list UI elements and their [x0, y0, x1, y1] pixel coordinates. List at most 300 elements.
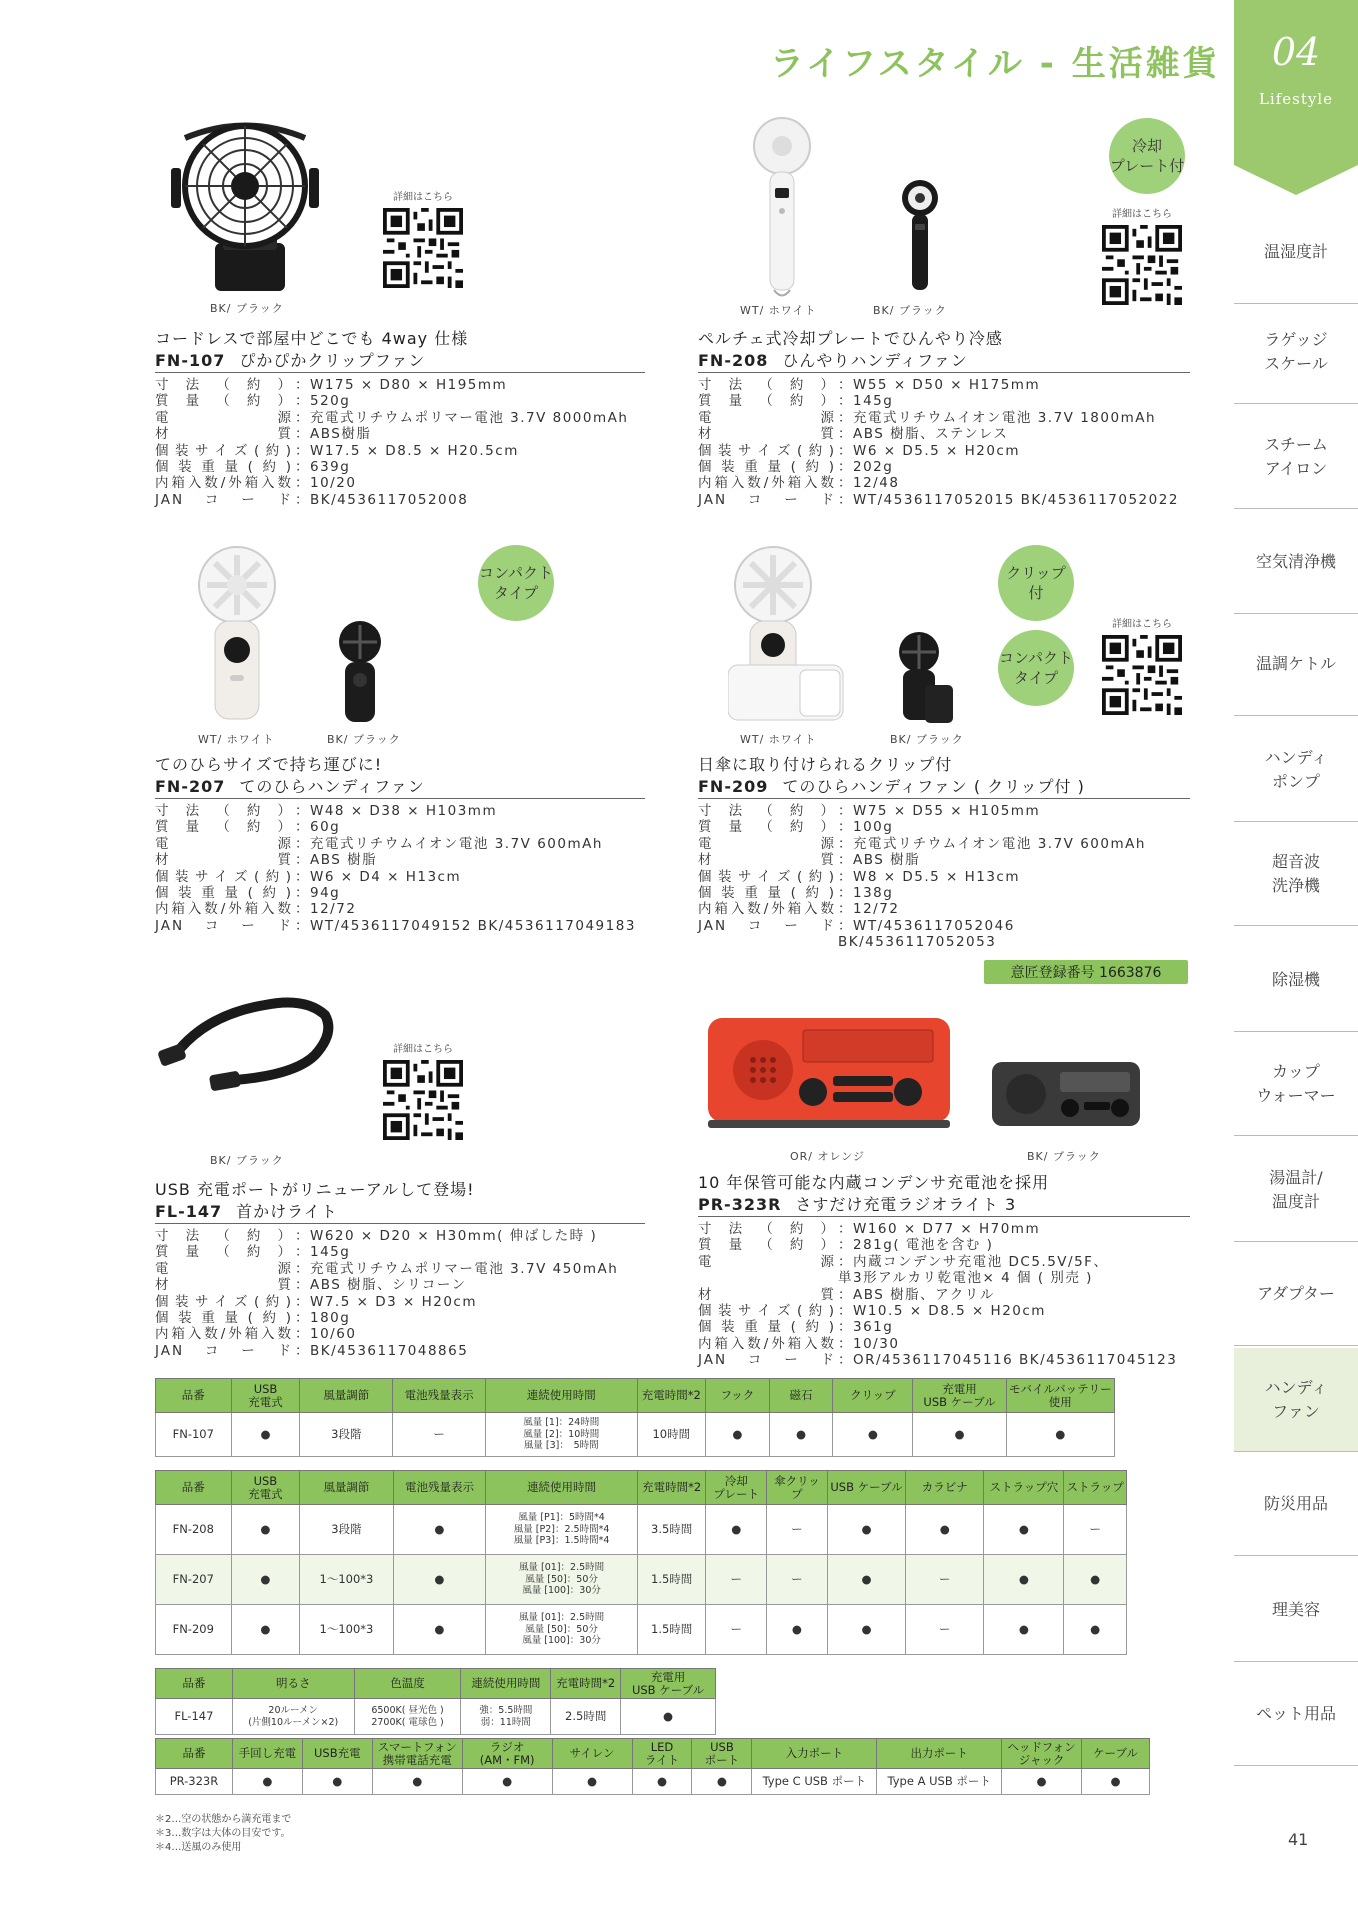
spec-row — [155, 393, 628, 409]
spec-row — [155, 443, 628, 459]
pr323r-black-caption: BK/ ブラック — [1027, 1150, 1101, 1163]
fn107-color-caption: BK/ ブラック — [210, 302, 284, 315]
table-cell: 3.5時間 — [637, 1505, 706, 1555]
table-cell: ● — [913, 1413, 1006, 1457]
fl147-specs — [155, 1228, 618, 1359]
table-cell: ● — [393, 1555, 486, 1605]
spec-key: JANコード — [698, 917, 836, 934]
spec-key: 質量（約） — [155, 1244, 293, 1261]
spec-value: ：12/48 — [838, 475, 900, 492]
table-header: フック — [706, 1379, 770, 1413]
fl147-model-name: FL-147 首かけライト — [155, 1202, 338, 1221]
fn208-model-name: FN-208 ひんやりハンディファン — [698, 351, 968, 370]
spec-value: ：W48 × D38 × H103mm — [295, 803, 498, 819]
spec-key — [698, 1270, 836, 1286]
table-header: 充電時間*2 — [551, 1669, 621, 1699]
spec-value: ：内蔵コンデンサ充電池 DC5.5V/5F、 — [838, 1253, 1109, 1270]
table-cell: FN-107 — [156, 1413, 232, 1457]
fl147-divider — [155, 1223, 645, 1224]
spec-key: 電源 — [698, 409, 836, 426]
spec-value: ：BK/4536117052008 — [295, 491, 469, 508]
spec-row — [698, 426, 1179, 442]
spec-key: 個装重量(約) — [155, 885, 293, 902]
spec-value: 単3形アルカリ乾電池× 4 個 ( 別売 ) — [838, 1270, 1093, 1287]
spec-key: 材質 — [155, 426, 293, 443]
fn207-compact-badge: コンパクト タイプ — [478, 545, 554, 621]
table-cell: ー — [906, 1555, 984, 1605]
table-cell: ー — [767, 1505, 828, 1555]
sidebar-item-0[interactable]: 温湿度計 — [1234, 200, 1358, 304]
spec-value: ：充電式リチウムイオン電池 3.7V 600mAh — [295, 835, 603, 852]
sidebar-item-14[interactable]: ペット用品 — [1234, 1662, 1358, 1766]
spec-key: 個装サイズ(約) — [155, 1293, 293, 1310]
spec-value: ：ABS 樹脂、ステンレス — [838, 426, 1009, 443]
spec-value: ：W55 × D50 × H175mm — [838, 377, 1041, 393]
fn107-model-name: FN-107 ぴかぴかクリップファン — [155, 351, 426, 370]
spec-key: 電源 — [698, 1253, 836, 1270]
section-word: Lifestyle — [1258, 90, 1334, 108]
spec-key: 電源 — [698, 835, 836, 852]
table-header: 傘クリップ — [767, 1471, 828, 1505]
spec-row — [155, 918, 636, 934]
table-cell: ● — [1082, 1769, 1150, 1795]
spec-row — [155, 1326, 618, 1342]
spec-row — [698, 1287, 1177, 1303]
table-header: 出力ポート — [877, 1739, 1002, 1769]
spec-row — [698, 393, 1179, 409]
spec-value: ：充電式リチウムイオン電池 3.7V 600mAh — [838, 835, 1146, 852]
fn207-white-fan-image — [195, 545, 280, 725]
spec-row — [698, 1319, 1177, 1335]
spec-value: ：ABS 樹脂、シリコーン — [295, 1277, 467, 1294]
spec-value: ：W6 × D4 × H13cm — [295, 868, 462, 885]
fn207-white-caption: WT/ ホワイト — [198, 733, 275, 746]
spec-key: 個装重量(約) — [155, 1310, 293, 1327]
table-header: 品番 — [156, 1739, 233, 1769]
fn209-divider — [698, 798, 1190, 799]
fn208-qr-label: 詳細はこちら — [1112, 209, 1172, 220]
table-cell: ● — [302, 1769, 372, 1795]
spec-row — [155, 1277, 618, 1293]
spec-row — [155, 1228, 618, 1244]
fl147-spec-table — [155, 1668, 716, 1735]
spec-row — [155, 1244, 618, 1260]
spec-row — [155, 803, 636, 819]
spec-key: 電源 — [155, 835, 293, 852]
table-row — [156, 1413, 1115, 1457]
spec-value: ：充電式リチウムポリマー電池 3.7V 450mAh — [295, 1260, 619, 1277]
fn207-divider — [155, 798, 645, 799]
spec-key: 材質 — [698, 1286, 836, 1303]
table-cell: ● — [231, 1605, 300, 1655]
fl147-qr-code[interactable] — [383, 1060, 463, 1140]
spec-row — [155, 885, 636, 901]
spec-value: ：BK/4536117048865 — [295, 1342, 469, 1359]
spec-row — [698, 1352, 1177, 1368]
spec-value: ：ABS樹脂 — [295, 426, 372, 443]
table-header: 磁石 — [769, 1379, 833, 1413]
spec-row — [698, 459, 1179, 475]
table-cell: 3段階 — [300, 1413, 393, 1457]
table-header: ストラップ — [1064, 1471, 1127, 1505]
fn208-black-fan-image — [900, 178, 940, 298]
table-header: ラジオ (AM・FM) — [462, 1739, 552, 1769]
spec-row — [698, 1336, 1177, 1352]
spec-key: 材質 — [155, 852, 293, 869]
table-cell: ● — [231, 1555, 300, 1605]
sidebar-item-7[interactable]: 除湿機 — [1234, 928, 1358, 1032]
fn208-white-caption: WT/ ホワイト — [740, 304, 817, 317]
table-header: サイレン — [552, 1739, 632, 1769]
spec-row — [698, 901, 1146, 917]
table-cell: ● — [767, 1605, 828, 1655]
table-header: 連続使用時間 — [461, 1669, 551, 1699]
fn209-black-caption: BK/ ブラック — [890, 733, 964, 746]
table-cell: 3段階 — [300, 1505, 393, 1555]
spec-value: ：ABS 樹脂 — [295, 852, 378, 869]
spec-value: ：WT/4536117052015 BK/4536117052022 — [838, 491, 1179, 508]
spec-value: ：145g — [838, 393, 894, 410]
fn209-qr-code[interactable] — [1102, 635, 1182, 715]
spec-key: 個装重量(約) — [698, 885, 836, 902]
table-header: 電池残量表示 — [393, 1471, 486, 1505]
table-cell: ● — [231, 1413, 300, 1457]
fn107-specs — [155, 377, 628, 508]
spec-key: 電源 — [155, 1260, 293, 1277]
spec-value: ：10/60 — [295, 1326, 357, 1343]
spec-key: 質量（約） — [698, 819, 836, 836]
table-cell: 風量 [P1]：5時間*4 風量 [P2]：2.5時間*4 風量 [P3]：1.5時間*4 — [486, 1505, 638, 1555]
spec-row — [155, 475, 628, 491]
table-cell: Type C USB ポート — [752, 1769, 877, 1795]
table-cell: 1～100*3 — [300, 1605, 393, 1655]
fn209-compact-badge: コンパクト タイプ — [998, 630, 1074, 706]
handy-fan-spec-table — [155, 1470, 1127, 1655]
fn208-qr-code[interactable] — [1102, 225, 1182, 305]
sidebar-item-3[interactable]: 空気清浄機 — [1234, 510, 1358, 614]
spec-row — [155, 426, 628, 442]
spec-key: JANコード — [155, 917, 293, 934]
table-header: カラビナ — [906, 1471, 984, 1505]
spec-row — [155, 836, 636, 852]
sidebar-item-12[interactable]: 防災用品 — [1234, 1452, 1358, 1556]
fn107-qr-code[interactable] — [383, 208, 463, 288]
table-header: モバイルバッテリー 使用 — [1006, 1379, 1114, 1413]
spec-value: ：WT/4536117049152 BK/4536117049183 — [295, 917, 636, 934]
fn208-tagline: ペルチェ式冷却プレートでひんやり冷感 — [698, 329, 1003, 348]
spec-row — [155, 1261, 618, 1277]
spec-key: JANコード — [698, 1352, 836, 1369]
table-row — [156, 1605, 1127, 1655]
table-header: 連続使用時間 — [486, 1471, 638, 1505]
sidebar-item-4[interactable]: 温調ケトル — [1234, 612, 1358, 716]
fn208-specs — [698, 377, 1179, 508]
table-cell: ● — [1002, 1769, 1082, 1795]
table-header: ケーブル — [1082, 1739, 1150, 1769]
sidebar-item-2[interactable]: スチーム アイロン — [1234, 405, 1358, 509]
table-cell: ー — [1064, 1505, 1127, 1555]
page-title: ライフスタイル - 生活雑貨 — [770, 44, 1220, 84]
table-header: 品番 — [156, 1379, 232, 1413]
fn107-divider — [155, 372, 645, 373]
table-cell: ● — [232, 1769, 302, 1795]
spec-value: ：WT/4536117052046 — [838, 917, 1015, 934]
spec-key: 寸法（約） — [155, 803, 293, 819]
spec-key: 個装サイズ(約) — [698, 442, 836, 459]
table-header: 明るさ — [232, 1669, 354, 1699]
fn208-cooling-plate-badge: 冷却 プレート付 — [1109, 118, 1185, 194]
spec-value: ：OR/4536117045116 BK/4536117045123 — [838, 1352, 1178, 1369]
spec-value: ：W7.5 × D3 × H20cm — [295, 1293, 477, 1310]
design-registration-badge: 意匠登録番号 1663876 — [984, 960, 1188, 984]
spec-value: ：W160 × D77 × H70mm — [838, 1221, 1041, 1237]
spec-value: ：W17.5 × D8.5 × H20.5cm — [295, 442, 519, 459]
fn209-clip-badge: クリップ 付 — [998, 545, 1074, 621]
spec-row — [155, 1294, 618, 1310]
spec-row — [155, 492, 628, 508]
fn209-white-caption: WT/ ホワイト — [740, 733, 817, 746]
table-cell: ー — [906, 1605, 984, 1655]
table-header: 風量調節 — [300, 1471, 393, 1505]
table-cell: 風量 [01]：2.5時間 風量 [50]：50分 風量 [100]：30分 — [486, 1555, 638, 1605]
table-cell: ● — [692, 1769, 752, 1795]
table-header: クリップ — [833, 1379, 913, 1413]
table-cell: 6500K( 昼光色 ) 2700K( 電球色 ) — [354, 1699, 461, 1735]
table-header: LED ライト — [632, 1739, 692, 1769]
spec-key: JANコード — [155, 1342, 293, 1359]
spec-value: ：94g — [295, 885, 341, 902]
spec-value: ：ABS 樹脂、アクリル — [838, 1286, 995, 1303]
table-header: 充電時間*2 — [637, 1379, 706, 1413]
table-header: 充電用 USB ケーブル — [913, 1379, 1006, 1413]
fn207-model-name: FN-207 てのひらハンディファン — [155, 777, 425, 796]
spec-key: 個装サイズ(約) — [155, 868, 293, 885]
spec-row — [698, 869, 1146, 885]
table-cell: ● — [621, 1699, 716, 1735]
table-cell: FL-147 — [156, 1699, 233, 1735]
table-cell: 風量 [1]：24時間 風量 [2]：10時間 風量 [3]： 5時間 — [485, 1413, 637, 1457]
table-header: 色温度 — [354, 1669, 461, 1699]
table-cell: 2.5時間 — [551, 1699, 621, 1735]
fn107-tagline: コードレスで部屋中どこでも 4way 仕様 — [155, 329, 469, 348]
sidebar-item-8[interactable]: カップ ウォーマー — [1234, 1032, 1358, 1136]
table-cell: 20ルーメン (片側10ルーメン×2) — [232, 1699, 354, 1735]
fn107-qr-label: 詳細はこちら — [393, 192, 453, 203]
fn209-white-fan-image — [728, 545, 848, 725]
fn207-specs — [155, 803, 636, 934]
spec-row — [155, 377, 628, 393]
table-cell: ● — [984, 1505, 1064, 1555]
spec-row — [155, 410, 628, 426]
spec-row — [155, 869, 636, 885]
table-cell: ● — [231, 1505, 300, 1555]
table-header: USB ケーブル — [827, 1471, 905, 1505]
fn107-spec-table — [155, 1378, 1115, 1457]
spec-value: ：10/30 — [838, 1335, 900, 1352]
spec-value: ：W620 × D20 × H30mm( 伸ばした時 ) — [295, 1228, 598, 1244]
pr323r-spec-table — [155, 1738, 1150, 1795]
table-cell: 10時間 — [637, 1413, 706, 1457]
fn207-tagline: てのひらサイズで持ち運びに! — [155, 755, 383, 774]
fn207-black-fan-image — [335, 620, 385, 725]
spec-key: 内箱入数/外箱入数 — [698, 1335, 836, 1352]
fn209-specs — [698, 803, 1146, 951]
table-cell: ● — [827, 1555, 905, 1605]
spec-value: ：充電式リチウムイオン電池 3.7V 1800mAh — [838, 409, 1157, 426]
spec-key: JANコード — [155, 491, 293, 508]
table-cell: FN-208 — [156, 1505, 232, 1555]
pr323r-divider — [698, 1216, 1190, 1217]
table-header: 冷却 プレート — [706, 1471, 767, 1505]
pr323r-black-radio-image — [990, 1058, 1142, 1130]
pr323r-orange-caption: OR/ オレンジ — [790, 1150, 865, 1163]
pr323r-orange-radio-image — [703, 1010, 955, 1130]
fn209-model-name: FN-209 てのひらハンディファン ( クリップ付 ) — [698, 777, 1085, 796]
table-cell: ● — [827, 1505, 905, 1555]
table-cell: ● — [372, 1769, 462, 1795]
table-cell: 強：5.5時間 弱：11時間 — [461, 1699, 551, 1735]
spec-value: ：138g — [838, 885, 894, 902]
spec-value: ：100g — [838, 819, 894, 836]
table-cell: FN-209 — [156, 1605, 232, 1655]
spec-row — [698, 377, 1179, 393]
fn208-black-caption: BK/ ブラック — [873, 304, 947, 317]
table-cell: ● — [769, 1413, 833, 1457]
fn209-black-fan-image — [895, 630, 955, 725]
spec-row — [155, 459, 628, 475]
fn207-black-caption: BK/ ブラック — [327, 733, 401, 746]
table-cell: PR-323R — [156, 1769, 233, 1795]
spec-row — [698, 836, 1146, 852]
section-number: 04 — [1271, 30, 1321, 74]
table-header: 充電時間*2 — [637, 1471, 706, 1505]
spec-value: ：W10.5 × D8.5 × H20cm — [838, 1303, 1046, 1320]
spec-row — [698, 819, 1146, 835]
sidebar-item-9[interactable]: 湯温計/ 温度計 — [1234, 1138, 1358, 1242]
spec-key: 材質 — [698, 852, 836, 869]
spec-key: 質量（約） — [698, 393, 836, 410]
spec-key: 内箱入数/外箱入数 — [155, 1326, 293, 1343]
spec-key: 内箱入数/外箱入数 — [155, 901, 293, 918]
table-cell: ● — [393, 1505, 486, 1555]
table-header: 品番 — [156, 1471, 232, 1505]
spec-key: 寸法（約） — [155, 377, 293, 393]
table-cell: ● — [552, 1769, 632, 1795]
spec-key: JANコード — [698, 491, 836, 508]
sidebar-item-11[interactable]: ハンディ ファン — [1234, 1348, 1358, 1452]
table-cell: ● — [833, 1413, 913, 1457]
fl147-qr-label: 詳細はこちら — [393, 1044, 453, 1055]
sidebar-item-1[interactable]: ラゲッジ スケール — [1234, 300, 1358, 404]
footnote-3: ＊3…数字は大体の目安です。 — [155, 1828, 291, 1839]
spec-key: 寸法（約） — [698, 803, 836, 819]
table-cell: ● — [906, 1505, 984, 1555]
table-row — [156, 1555, 1127, 1605]
spec-row — [698, 1221, 1177, 1237]
spec-key: 内箱入数/外箱入数 — [698, 901, 836, 918]
table-header: 充電用 USB ケーブル — [621, 1669, 716, 1699]
spec-row — [698, 803, 1146, 819]
spec-key: 電源 — [155, 409, 293, 426]
spec-row — [698, 934, 1146, 950]
table-cell: ー — [706, 1555, 767, 1605]
spec-value: ：充電式リチウムポリマー電池 3.7V 8000mAh — [295, 409, 629, 426]
table-header: 入力ポート — [752, 1739, 877, 1769]
table-header: 品番 — [156, 1669, 233, 1699]
spec-key: 材質 — [155, 1277, 293, 1294]
table-row — [156, 1769, 1150, 1795]
spec-key: 内箱入数/外箱入数 — [155, 475, 293, 492]
spec-key: 個装サイズ(約) — [698, 1303, 836, 1320]
table-cell: 風量 [01]：2.5時間 風量 [50]：50分 風量 [100]：30分 — [486, 1605, 638, 1655]
table-cell: ● — [1006, 1413, 1114, 1457]
table-cell: ● — [1064, 1605, 1127, 1655]
spec-key: 個装重量(約) — [698, 459, 836, 476]
table-cell: FN-207 — [156, 1555, 232, 1605]
table-header: 風量調節 — [300, 1379, 393, 1413]
spec-value: ：W75 × D55 × H105mm — [838, 803, 1041, 819]
table-row — [156, 1699, 716, 1735]
spec-row — [698, 885, 1146, 901]
table-cell: ● — [393, 1605, 486, 1655]
spec-row — [698, 1270, 1177, 1286]
sidebar-item-5[interactable]: ハンディ ポンプ — [1234, 718, 1358, 822]
sidebar-item-6[interactable]: 超音波 洗浄機 — [1234, 822, 1358, 926]
table-cell: ● — [706, 1505, 767, 1555]
table-cell: ● — [632, 1769, 692, 1795]
table-header: USB 充電式 — [231, 1379, 300, 1413]
spec-value: ：202g — [838, 459, 894, 476]
table-header: 手回し充電 — [232, 1739, 302, 1769]
spec-key: 寸法（約） — [698, 377, 836, 393]
spec-row — [698, 918, 1146, 934]
spec-key: 内箱入数/外箱入数 — [698, 475, 836, 492]
spec-value: ：361g — [838, 1319, 894, 1336]
sidebar-item-10[interactable]: アダプター — [1234, 1242, 1358, 1346]
spec-value: ：ABS 樹脂 — [838, 852, 921, 869]
fn209-qr-label: 詳細はこちら — [1112, 619, 1172, 630]
spec-key: 個装サイズ(約) — [698, 868, 836, 885]
table-cell: Type A USB ポート — [877, 1769, 1002, 1795]
spec-row — [155, 852, 636, 868]
spec-row — [698, 410, 1179, 426]
spec-value: ：639g — [295, 459, 351, 476]
table-header: USB ポート — [692, 1739, 752, 1769]
spec-row — [155, 819, 636, 835]
table-cell: ● — [827, 1605, 905, 1655]
spec-row — [155, 1343, 618, 1359]
spec-row — [155, 1310, 618, 1326]
table-header: スマートフォン 携帯電話充電 — [372, 1739, 462, 1769]
spec-value: ：10/20 — [295, 475, 357, 492]
spec-value: ：W6 × D5.5 × H20cm — [838, 442, 1020, 459]
table-cell: ー — [767, 1555, 828, 1605]
sidebar-item-13[interactable]: 理美容 — [1234, 1558, 1358, 1662]
spec-row — [698, 443, 1179, 459]
fl147-color-caption: BK/ ブラック — [210, 1154, 284, 1167]
table-cell: ● — [984, 1605, 1064, 1655]
spec-value: ：W8 × D5.5 × H13cm — [838, 868, 1020, 885]
footnote-4: ＊4…送風のみ使用 — [155, 1842, 242, 1853]
spec-value: ：180g — [295, 1310, 351, 1327]
spec-key: 質量（約） — [155, 819, 293, 836]
table-cell: 1.5時間 — [637, 1555, 706, 1605]
table-cell: ー — [393, 1413, 486, 1457]
fn208-divider — [698, 372, 1190, 373]
spec-key: 質量（約） — [698, 1237, 836, 1254]
fn208-white-fan-image — [752, 116, 812, 301]
spec-row — [698, 1303, 1177, 1319]
